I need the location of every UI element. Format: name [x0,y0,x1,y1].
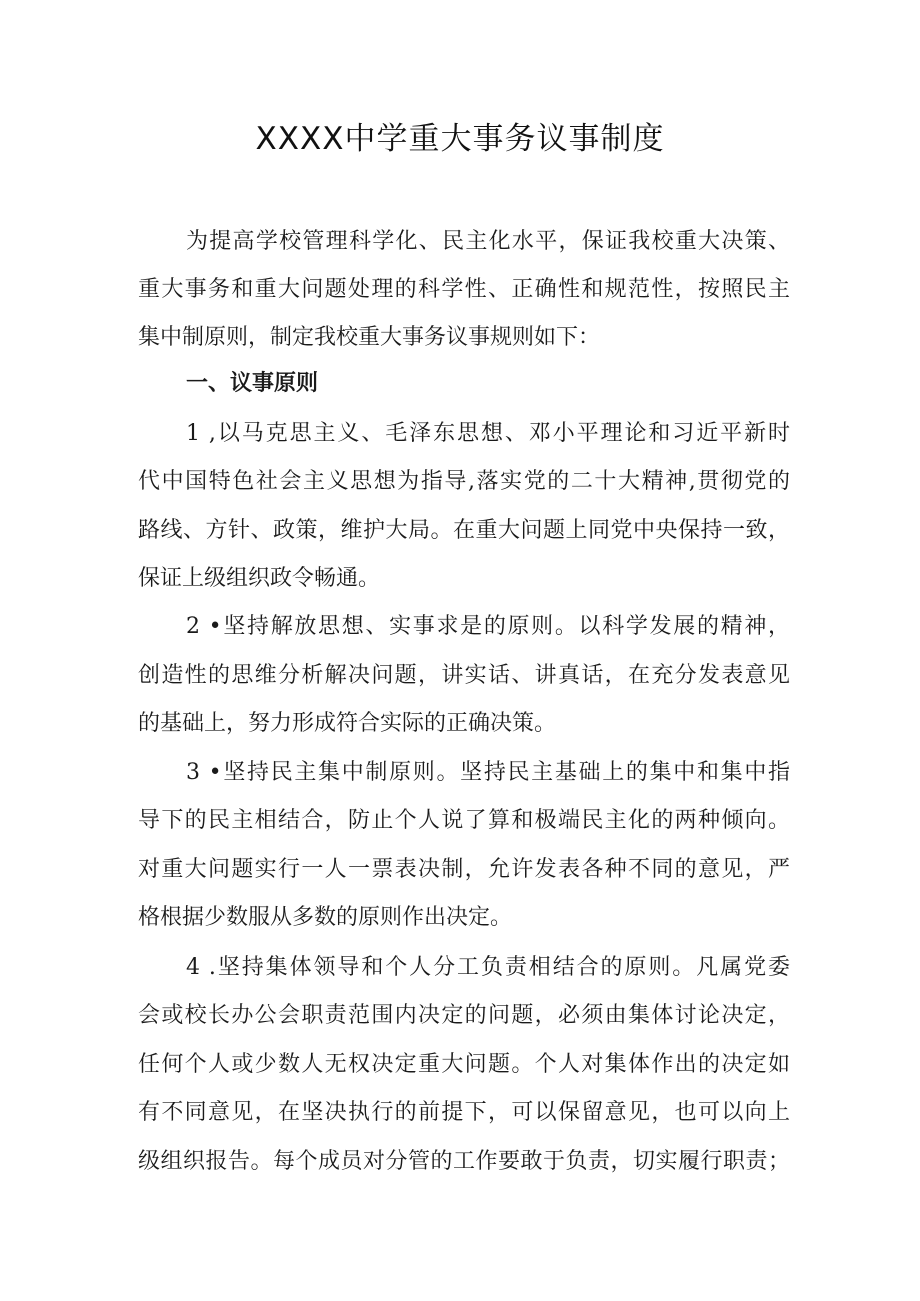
item2-line-3: 的基础上，努力形成符合实际的正确决策。 [138,711,557,736]
item2-line-2: 创造性的思维分析解决问题，讲实话、讲真话，在充分发表意见 [138,663,790,688]
item4-line-5: 级组织报告。每个成员对分管的工作要敢于负责，切实履行职责； [138,1149,790,1174]
item4-line-3: 任何个人或少数人无权决定重大问题。个人对集体作出的决定如 [138,1052,790,1077]
intro-line-2: 重大事务和重大问题处理的科学性、正确性和规范性，按照民主 [138,277,790,302]
document-title: XXXX中学重大事务议事制度 [255,121,665,157]
item4-line-4: 有不同意见，在坚决执行的前提下，可以保留意见，也可以向上 [138,1100,790,1125]
item4-line-1: 4 .坚持集体领导和个人分工负责相结合的原则。凡属党委 [186,955,790,980]
item2-line-1: 2 •坚持解放思想、实事求是的原则。以科学发展的精神， [186,614,790,639]
item3-line-3: 对重大问题实行一人一票表决制，允许发表各种不同的意见，严 [138,857,790,882]
item3-line-2: 导下的民主相结合，防止个人说了算和极端民主化的两种倾向。 [138,808,790,833]
item4-line-2: 会或校长办公会职责范围内决定的问题，必须由集体讨论决定， [138,1003,790,1028]
item3-line-1: 3 •坚持民主集中制原则。坚持民主基础上的集中和集中指 [186,760,790,785]
item3-line-4: 格根据少数服从多数的原则作出决定。 [138,905,513,930]
item1-line-3: 路线、方针、政策，维护大局。在重大问题上同党中央保持一致， [138,518,790,543]
item1-line-2: 代中国特色社会主义思想为指导,落实党的二十大精神,贯彻党的 [138,469,790,494]
item1-line-1: 1 ,以马克思主义、毛泽东思想、邓小平理论和习近平新时 [186,421,790,446]
intro-line-3: 集中制原则，制定我校重大事务议事规则如下： [138,325,601,350]
intro-line-1: 为提高学校管理科学化、民主化水平，保证我校重大决策、 [186,229,790,254]
section-heading: 一、议事原则 [186,371,319,396]
item1-line-4: 保证上级组织政令畅通。 [138,566,381,591]
